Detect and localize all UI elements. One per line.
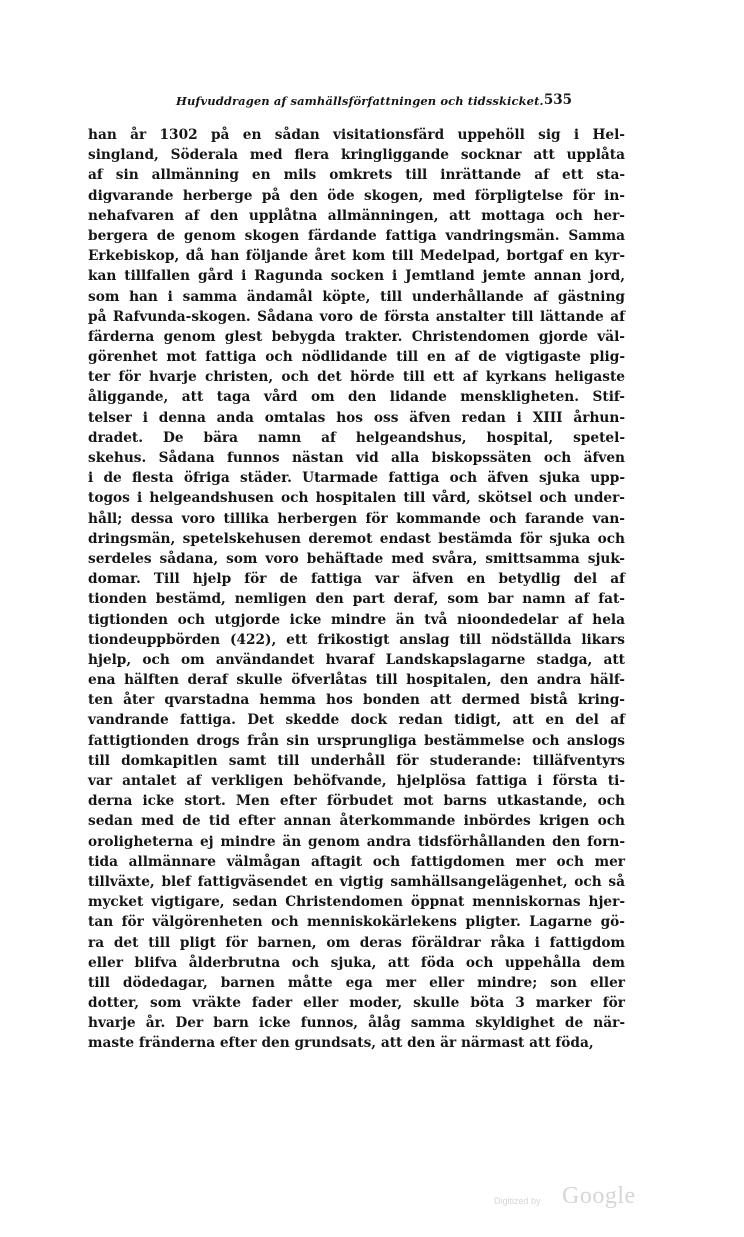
text-line: till domkapitlen samt till underhåll för studerande: tilläfventyrs — [88, 752, 625, 769]
text-line: ra det till pligt för barnen, om deras föräldrar råka i fattigdom — [88, 934, 625, 951]
text-line: vandrande fattiga. Det skedde dock redan tidigt, att en del af — [88, 712, 625, 729]
text-line: dringsmän, spetelskehusen deremot endast bestämda för sjuka och — [88, 530, 625, 547]
text-line: ten åter qvarstadna hemma hos bonden att dermed bistå kring- — [88, 692, 625, 709]
text-line: digvarande herberge på den öde skogen, med förpligtelse för in- — [88, 187, 625, 204]
text-line: på Rafvunda-skogen. Sådana voro de första anstalter till lättande af — [88, 308, 625, 325]
text-line: sedan med de tid efter annan återkommande inbördes krigen och — [88, 813, 625, 830]
text-line: hvarje år. Der barn icke funnos, ålåg samma skyldighet de när- — [88, 1015, 625, 1032]
text-line: dradet. De bära namn af helgeandshus, hospital, spetel- — [88, 429, 625, 446]
text-line: tillväxte, blef fattigväsendet en vigtig samhällsangelägenhet, och så — [88, 873, 625, 890]
text-line: åliggande, att taga vård om den lidande menskligheten. Stif- — [88, 389, 625, 406]
text-line: hjelp, och om användandet hvaraf Landskapslagarne stadga, att — [88, 651, 625, 668]
text-line: mycket vigtigare, sedan Christendomen öppnat menniskornas hjer- — [88, 894, 625, 911]
text-line: tigtionden och utgjorde icke mindre än två nioondedelar af hela — [88, 611, 625, 628]
text-line: domar. Till hjelp för de fattiga var äfven en betydlig del af — [88, 571, 625, 588]
watermark-prefix: Digitized by — [494, 1196, 541, 1206]
text-line: tiondeuppbörden (422), ett frikostigt anslag till nödställda likars — [88, 631, 625, 648]
text-line: Erkebiskop, då han följande året kom till Medelpad, bortgaf en kyr- — [88, 248, 625, 265]
text-line: som han i samma ändamål köpte, till underhållande af gästning — [88, 288, 625, 305]
text-line: oroligheterna ej mindre än genom andra tidsförhållanden den forn- — [88, 833, 625, 850]
text-line: eller blifva ålderbrutna och sjuka, att föda och uppehålla dem — [88, 954, 625, 971]
text-line: tida allmännare välmågan aftagit och fattigdomen mer och mer — [88, 853, 625, 870]
text-line: ter för hvarje christen, och det hörde till ett af kyrkans heligaste — [88, 369, 625, 386]
text-line: singland, Söderala med flera kringliggande socknar att upplåta — [88, 147, 625, 164]
text-line: var antalet af verkligen behöfvande, hjelplösa fattiga i första ti- — [88, 773, 625, 789]
text-line: görenhet mot fattiga och nödlidande till en af de vigtigaste plig- — [88, 349, 625, 366]
text-line: derna icke stort. Men efter förbudet mot barns utkastande, och — [88, 793, 625, 810]
running-head: Hufvuddragen af samhällsförfattningen och tidsskicket. — [176, 94, 544, 108]
text-line: till dödedagar, barnen måtte ega mer eller mindre; son eller — [88, 974, 625, 991]
text-line: kan tillfallen gård i Ragunda socken i Jemtland jemte annan jord, — [88, 268, 625, 285]
text-line: ena hälften deraf skulle öfverlåtas till hospitalen, den andra hälf- — [88, 672, 625, 689]
text-line: i de flesta öfriga städer. Utarmade fattiga och äfven sjuka upp- — [88, 470, 625, 487]
text-line: tionden bestämd, nemligen den part deraf, som bar namn af fat- — [88, 591, 625, 608]
text-line: nehafvaren af den upplåtna allmänningen, att mottaga och her- — [88, 207, 625, 224]
text-line: han år 1302 på en sådan visitationsfärd uppehöll sig i Hel- — [88, 127, 625, 143]
watermark-brand: Google — [562, 1183, 636, 1209]
text-line: håll; dessa voro tillika herbergen för kommande och farande van- — [88, 510, 625, 527]
digitized-by-google-watermark — [494, 1183, 644, 1213]
text-line: dotter, som vräkte fader eller moder, skulle böta 3 marker för — [88, 995, 625, 1012]
text-line: färderna genom glest bebygda trakter. Christendomen gjorde väl- — [88, 328, 625, 345]
text-line: af sin allmänning en mils omkrets till inrättande af ett sta- — [88, 167, 625, 184]
text-line: togos i helgeandshusen och hospitalen till vård, skötsel och under- — [88, 490, 625, 507]
page-number: 535 — [543, 92, 572, 108]
text-line: skehus. Sådana funnos nästan vid alla biskopssäten och äfven — [88, 450, 625, 466]
text-line: serdeles sådana, som voro behäftade med svåra, smittsamma sjuk- — [88, 550, 625, 567]
page-header — [176, 94, 572, 114]
text-line: bergera de genom skogen färdande fattiga vandringsmän. Samma — [88, 227, 625, 244]
body-text — [88, 125, 625, 1054]
text-line: telser i denna anda omtalas hos oss äfven redan i XIII århun- — [88, 409, 625, 426]
text-line: fattigtionden drogs från sin ursprungliga bestämmelse och anslogs — [88, 732, 625, 749]
text-line: tan för välgörenheten och menniskokärlekens pligter. Lagarne gö- — [88, 914, 625, 931]
text-line: maste fränderna efter den grundsats, att den är närmast att föda, — [88, 1035, 594, 1052]
